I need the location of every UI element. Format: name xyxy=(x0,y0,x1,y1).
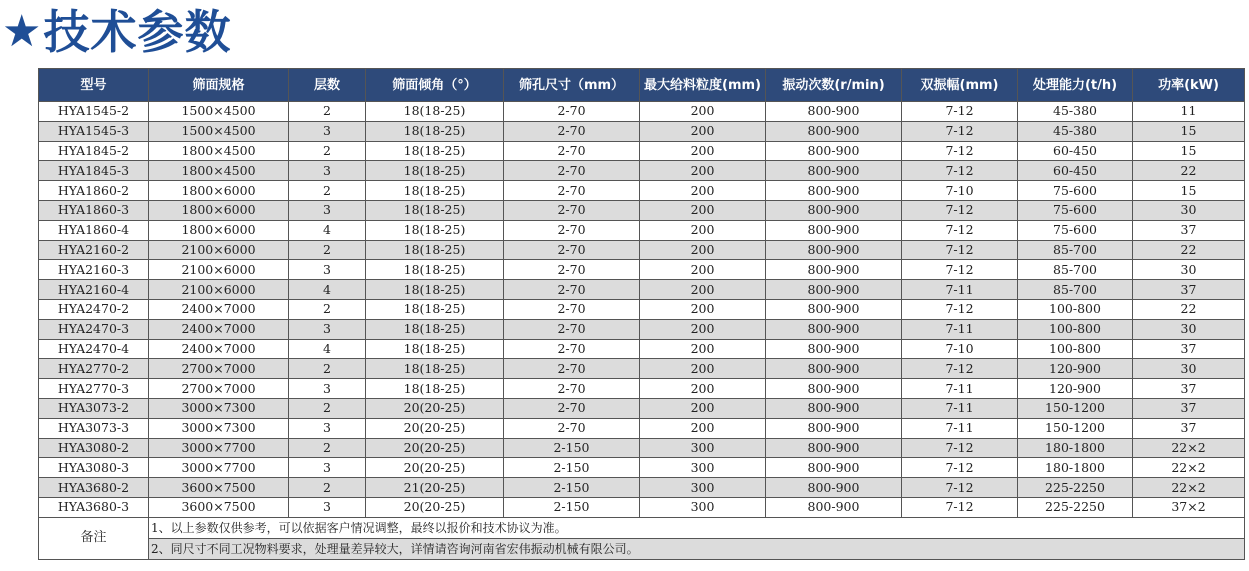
cell-max-feed: 200 xyxy=(640,280,766,300)
cell-layers: 3 xyxy=(289,121,366,141)
cell-capacity: 85-700 xyxy=(1018,260,1133,280)
cell-amplitude: 7-12 xyxy=(902,478,1018,498)
cell-aperture: 2-70 xyxy=(504,379,640,399)
cell-capacity: 45-380 xyxy=(1018,121,1133,141)
cell-capacity: 225-2250 xyxy=(1018,497,1133,517)
cell-deck-size: 3000×7300 xyxy=(149,418,289,438)
cell-deck-size: 2100×6000 xyxy=(149,260,289,280)
cell-deck-angle: 18(18-25) xyxy=(366,299,504,319)
cell-vibration-freq: 800-900 xyxy=(766,379,902,399)
table-row xyxy=(39,458,1245,478)
cell-aperture: 2-150 xyxy=(504,458,640,478)
cell-layers: 3 xyxy=(289,418,366,438)
cell-vibration-freq: 800-900 xyxy=(766,478,902,498)
cell-max-feed: 200 xyxy=(640,161,766,181)
cell-vibration-freq: 800-900 xyxy=(766,280,902,300)
cell-max-feed: 200 xyxy=(640,141,766,161)
cell-max-feed: 200 xyxy=(640,299,766,319)
cell-vibration-freq: 800-900 xyxy=(766,339,902,359)
cell-amplitude: 7-12 xyxy=(902,141,1018,161)
cell-deck-size: 2700×7000 xyxy=(149,359,289,379)
cell-capacity: 45-380 xyxy=(1018,102,1133,122)
table-row xyxy=(39,102,1245,122)
cell-model: HYA2470-4 xyxy=(39,339,149,359)
cell-power: 30 xyxy=(1133,200,1245,220)
cell-capacity: 120-900 xyxy=(1018,359,1133,379)
cell-vibration-freq: 800-900 xyxy=(766,418,902,438)
cell-model: HYA1545-2 xyxy=(39,102,149,122)
cell-capacity: 150-1200 xyxy=(1018,398,1133,418)
cell-deck-size: 1500×4500 xyxy=(149,121,289,141)
cell-deck-size: 2700×7000 xyxy=(149,379,289,399)
cell-layers: 3 xyxy=(289,497,366,517)
cell-power: 37 xyxy=(1133,379,1245,399)
cell-vibration-freq: 800-900 xyxy=(766,181,902,201)
cell-deck-angle: 18(18-25) xyxy=(366,280,504,300)
cell-deck-size: 1800×6000 xyxy=(149,200,289,220)
cell-amplitude: 7-11 xyxy=(902,418,1018,438)
cell-model: HYA3080-3 xyxy=(39,458,149,478)
cell-deck-size: 3600×7500 xyxy=(149,497,289,517)
cell-amplitude: 7-12 xyxy=(902,438,1018,458)
table-row xyxy=(39,240,1245,260)
header-model: 型号 xyxy=(39,69,149,102)
cell-aperture: 2-70 xyxy=(504,181,640,201)
cell-deck-angle: 18(18-25) xyxy=(366,359,504,379)
cell-deck-angle: 18(18-25) xyxy=(366,102,504,122)
cell-amplitude: 7-12 xyxy=(902,497,1018,517)
notes-label: 备注 xyxy=(39,517,149,559)
table-row xyxy=(39,398,1245,418)
cell-max-feed: 300 xyxy=(640,478,766,498)
cell-power: 22 xyxy=(1133,240,1245,260)
table-row xyxy=(39,200,1245,220)
cell-model: HYA2160-4 xyxy=(39,280,149,300)
header-layers: 层数 xyxy=(289,69,366,102)
cell-deck-size: 2400×7000 xyxy=(149,299,289,319)
cell-layers: 4 xyxy=(289,280,366,300)
cell-capacity: 60-450 xyxy=(1018,161,1133,181)
cell-layers: 2 xyxy=(289,438,366,458)
cell-deck-size: 2100×6000 xyxy=(149,240,289,260)
header-deck-angle: 筛面倾角（°） xyxy=(366,69,504,102)
table-row xyxy=(39,359,1245,379)
cell-amplitude: 7-12 xyxy=(902,102,1018,122)
header-amplitude: 双振幅(mm) xyxy=(902,69,1018,102)
cell-deck-size: 1500×4500 xyxy=(149,102,289,122)
cell-capacity: 100-800 xyxy=(1018,339,1133,359)
cell-amplitude: 7-10 xyxy=(902,339,1018,359)
cell-capacity: 180-1800 xyxy=(1018,458,1133,478)
cell-deck-angle: 18(18-25) xyxy=(366,121,504,141)
cell-layers: 2 xyxy=(289,398,366,418)
table-row xyxy=(39,141,1245,161)
cell-amplitude: 7-11 xyxy=(902,398,1018,418)
cell-layers: 3 xyxy=(289,319,366,339)
cell-layers: 2 xyxy=(289,181,366,201)
table-row xyxy=(39,299,1245,319)
cell-layers: 4 xyxy=(289,339,366,359)
cell-model: HYA2470-2 xyxy=(39,299,149,319)
cell-amplitude: 7-11 xyxy=(902,280,1018,300)
cell-layers: 3 xyxy=(289,458,366,478)
table-row xyxy=(39,161,1245,181)
cell-amplitude: 7-12 xyxy=(902,260,1018,280)
cell-deck-angle: 18(18-25) xyxy=(366,240,504,260)
cell-power: 37 xyxy=(1133,418,1245,438)
table-header-row xyxy=(39,69,1245,102)
cell-aperture: 2-70 xyxy=(504,299,640,319)
cell-model: HYA2470-3 xyxy=(39,319,149,339)
cell-vibration-freq: 800-900 xyxy=(766,398,902,418)
header-max-feed: 最大给料粒度(mm) xyxy=(640,69,766,102)
header-aperture: 筛孔尺寸（mm） xyxy=(504,69,640,102)
cell-capacity: 100-800 xyxy=(1018,319,1133,339)
cell-deck-angle: 18(18-25) xyxy=(366,260,504,280)
table-row xyxy=(39,478,1245,498)
cell-aperture: 2-70 xyxy=(504,280,640,300)
cell-vibration-freq: 800-900 xyxy=(766,121,902,141)
cell-vibration-freq: 800-900 xyxy=(766,260,902,280)
cell-layers: 2 xyxy=(289,141,366,161)
cell-deck-angle: 21(20-25) xyxy=(366,478,504,498)
cell-aperture: 2-70 xyxy=(504,359,640,379)
cell-vibration-freq: 800-900 xyxy=(766,220,902,240)
cell-model: HYA3080-2 xyxy=(39,438,149,458)
table-row xyxy=(39,260,1245,280)
cell-vibration-freq: 800-900 xyxy=(766,299,902,319)
cell-vibration-freq: 800-900 xyxy=(766,161,902,181)
cell-power: 11 xyxy=(1133,102,1245,122)
table-row xyxy=(39,181,1245,201)
cell-model: HYA1860-3 xyxy=(39,200,149,220)
cell-power: 37 xyxy=(1133,339,1245,359)
cell-deck-angle: 20(20-25) xyxy=(366,497,504,517)
cell-aperture: 2-150 xyxy=(504,497,640,517)
cell-deck-size: 2400×7000 xyxy=(149,339,289,359)
cell-max-feed: 200 xyxy=(640,121,766,141)
cell-aperture: 2-70 xyxy=(504,141,640,161)
cell-max-feed: 200 xyxy=(640,359,766,379)
cell-power: 30 xyxy=(1133,359,1245,379)
cell-deck-size: 1800×6000 xyxy=(149,220,289,240)
cell-amplitude: 7-12 xyxy=(902,220,1018,240)
header-capacity: 处理能力(t/h) xyxy=(1018,69,1133,102)
cell-capacity: 75-600 xyxy=(1018,181,1133,201)
cell-aperture: 2-70 xyxy=(504,102,640,122)
table-row xyxy=(39,280,1245,300)
table-row xyxy=(39,438,1245,458)
cell-power: 22 xyxy=(1133,161,1245,181)
cell-capacity: 85-700 xyxy=(1018,280,1133,300)
cell-model: HYA2160-3 xyxy=(39,260,149,280)
cell-max-feed: 200 xyxy=(640,102,766,122)
cell-model: HYA1845-3 xyxy=(39,161,149,181)
table-row xyxy=(39,220,1245,240)
cell-max-feed: 300 xyxy=(640,458,766,478)
page-title xyxy=(2,2,231,62)
cell-model: HYA2770-2 xyxy=(39,359,149,379)
cell-capacity: 150-1200 xyxy=(1018,418,1133,438)
cell-max-feed: 200 xyxy=(640,260,766,280)
cell-amplitude: 7-12 xyxy=(902,359,1018,379)
cell-vibration-freq: 800-900 xyxy=(766,102,902,122)
cell-model: HYA1860-4 xyxy=(39,220,149,240)
cell-capacity: 225-2250 xyxy=(1018,478,1133,498)
table-row xyxy=(39,497,1245,517)
cell-max-feed: 300 xyxy=(640,438,766,458)
cell-vibration-freq: 800-900 xyxy=(766,141,902,161)
notes-row-1 xyxy=(39,517,1245,538)
cell-model: HYA1545-3 xyxy=(39,121,149,141)
cell-aperture: 2-70 xyxy=(504,398,640,418)
cell-power: 37 xyxy=(1133,398,1245,418)
cell-aperture: 2-70 xyxy=(504,161,640,181)
cell-aperture: 2-70 xyxy=(504,418,640,438)
cell-capacity: 75-600 xyxy=(1018,220,1133,240)
cell-power: 30 xyxy=(1133,319,1245,339)
header-power: 功率(kW) xyxy=(1133,69,1245,102)
cell-aperture: 2-70 xyxy=(504,339,640,359)
note-2: 2、同尺寸不同工况物料要求，处理量差异较大，详情请咨询河南省宏伟振动机械有限公司。 xyxy=(149,538,1245,559)
cell-layers: 2 xyxy=(289,359,366,379)
cell-deck-angle: 18(18-25) xyxy=(366,161,504,181)
cell-deck-size: 3600×7500 xyxy=(149,478,289,498)
cell-aperture: 2-70 xyxy=(504,260,640,280)
cell-model: HYA1845-2 xyxy=(39,141,149,161)
cell-amplitude: 7-10 xyxy=(902,181,1018,201)
cell-amplitude: 7-12 xyxy=(902,121,1018,141)
star-icon: ★ xyxy=(2,6,42,57)
cell-deck-size: 1800×4500 xyxy=(149,141,289,161)
cell-deck-angle: 18(18-25) xyxy=(366,200,504,220)
table-body xyxy=(39,102,1245,518)
cell-deck-angle: 20(20-25) xyxy=(366,418,504,438)
table-row xyxy=(39,418,1245,438)
cell-model: HYA3073-2 xyxy=(39,398,149,418)
spec-table xyxy=(38,68,1245,560)
cell-power: 22 xyxy=(1133,299,1245,319)
cell-max-feed: 200 xyxy=(640,181,766,201)
header-deck-size: 筛面规格 xyxy=(149,69,289,102)
table-row xyxy=(39,339,1245,359)
cell-max-feed: 200 xyxy=(640,339,766,359)
cell-aperture: 2-70 xyxy=(504,240,640,260)
table-row xyxy=(39,379,1245,399)
cell-deck-size: 1800×6000 xyxy=(149,181,289,201)
cell-max-feed: 200 xyxy=(640,418,766,438)
cell-max-feed: 200 xyxy=(640,220,766,240)
cell-capacity: 85-700 xyxy=(1018,240,1133,260)
cell-power: 37 xyxy=(1133,280,1245,300)
cell-deck-angle: 18(18-25) xyxy=(366,379,504,399)
cell-deck-angle: 20(20-25) xyxy=(366,438,504,458)
cell-amplitude: 7-11 xyxy=(902,379,1018,399)
cell-aperture: 2-70 xyxy=(504,121,640,141)
cell-aperture: 2-70 xyxy=(504,319,640,339)
cell-power: 22×2 xyxy=(1133,438,1245,458)
cell-capacity: 180-1800 xyxy=(1018,438,1133,458)
cell-aperture: 2-70 xyxy=(504,220,640,240)
cell-deck-size: 2400×7000 xyxy=(149,319,289,339)
cell-vibration-freq: 800-900 xyxy=(766,359,902,379)
cell-layers: 2 xyxy=(289,299,366,319)
cell-power: 30 xyxy=(1133,260,1245,280)
cell-layers: 3 xyxy=(289,379,366,399)
cell-deck-angle: 18(18-25) xyxy=(366,181,504,201)
cell-amplitude: 7-11 xyxy=(902,319,1018,339)
cell-layers: 3 xyxy=(289,260,366,280)
cell-layers: 3 xyxy=(289,161,366,181)
cell-layers: 2 xyxy=(289,102,366,122)
cell-max-feed: 300 xyxy=(640,497,766,517)
cell-power: 15 xyxy=(1133,141,1245,161)
cell-aperture: 2-150 xyxy=(504,438,640,458)
cell-deck-size: 2100×6000 xyxy=(149,280,289,300)
cell-deck-angle: 20(20-25) xyxy=(366,458,504,478)
cell-power: 15 xyxy=(1133,121,1245,141)
cell-deck-angle: 18(18-25) xyxy=(366,339,504,359)
cell-capacity: 120-900 xyxy=(1018,379,1133,399)
cell-amplitude: 7-12 xyxy=(902,299,1018,319)
cell-deck-angle: 18(18-25) xyxy=(366,141,504,161)
cell-max-feed: 200 xyxy=(640,379,766,399)
cell-vibration-freq: 800-900 xyxy=(766,319,902,339)
table-row xyxy=(39,319,1245,339)
cell-power: 37×2 xyxy=(1133,497,1245,517)
cell-vibration-freq: 800-900 xyxy=(766,240,902,260)
cell-model: HYA2770-3 xyxy=(39,379,149,399)
cell-amplitude: 7-12 xyxy=(902,200,1018,220)
cell-capacity: 60-450 xyxy=(1018,141,1133,161)
cell-deck-size: 3000×7700 xyxy=(149,438,289,458)
cell-power: 15 xyxy=(1133,181,1245,201)
cell-capacity: 100-800 xyxy=(1018,299,1133,319)
cell-model: HYA3680-3 xyxy=(39,497,149,517)
cell-model: HYA1860-2 xyxy=(39,181,149,201)
cell-power: 22×2 xyxy=(1133,458,1245,478)
cell-deck-size: 3000×7300 xyxy=(149,398,289,418)
cell-power: 22×2 xyxy=(1133,478,1245,498)
cell-model: HYA2160-2 xyxy=(39,240,149,260)
cell-layers: 2 xyxy=(289,478,366,498)
cell-max-feed: 200 xyxy=(640,319,766,339)
cell-layers: 2 xyxy=(289,240,366,260)
cell-layers: 4 xyxy=(289,220,366,240)
cell-max-feed: 200 xyxy=(640,200,766,220)
cell-deck-size: 3000×7700 xyxy=(149,458,289,478)
cell-max-feed: 200 xyxy=(640,240,766,260)
cell-vibration-freq: 800-900 xyxy=(766,438,902,458)
cell-deck-size: 1800×4500 xyxy=(149,161,289,181)
table-row xyxy=(39,121,1245,141)
cell-deck-angle: 18(18-25) xyxy=(366,220,504,240)
cell-max-feed: 200 xyxy=(640,398,766,418)
title-text: 技术参数 xyxy=(43,5,232,59)
cell-deck-angle: 20(20-25) xyxy=(366,398,504,418)
cell-vibration-freq: 800-900 xyxy=(766,458,902,478)
cell-capacity: 75-600 xyxy=(1018,200,1133,220)
cell-amplitude: 7-12 xyxy=(902,240,1018,260)
notes-row-2 xyxy=(39,538,1245,559)
cell-vibration-freq: 800-900 xyxy=(766,200,902,220)
cell-layers: 3 xyxy=(289,200,366,220)
cell-power: 37 xyxy=(1133,220,1245,240)
cell-deck-angle: 18(18-25) xyxy=(366,319,504,339)
cell-amplitude: 7-12 xyxy=(902,458,1018,478)
cell-model: HYA3680-2 xyxy=(39,478,149,498)
cell-aperture: 2-150 xyxy=(504,478,640,498)
cell-model: HYA3073-3 xyxy=(39,418,149,438)
cell-amplitude: 7-12 xyxy=(902,161,1018,181)
note-1: 1、以上参数仅供参考，可以依据客户情况调整，最终以报价和技术协议为准。 xyxy=(149,517,1245,538)
cell-aperture: 2-70 xyxy=(504,200,640,220)
cell-vibration-freq: 800-900 xyxy=(766,497,902,517)
header-vibration-freq: 振动次数(r/min) xyxy=(766,69,902,102)
